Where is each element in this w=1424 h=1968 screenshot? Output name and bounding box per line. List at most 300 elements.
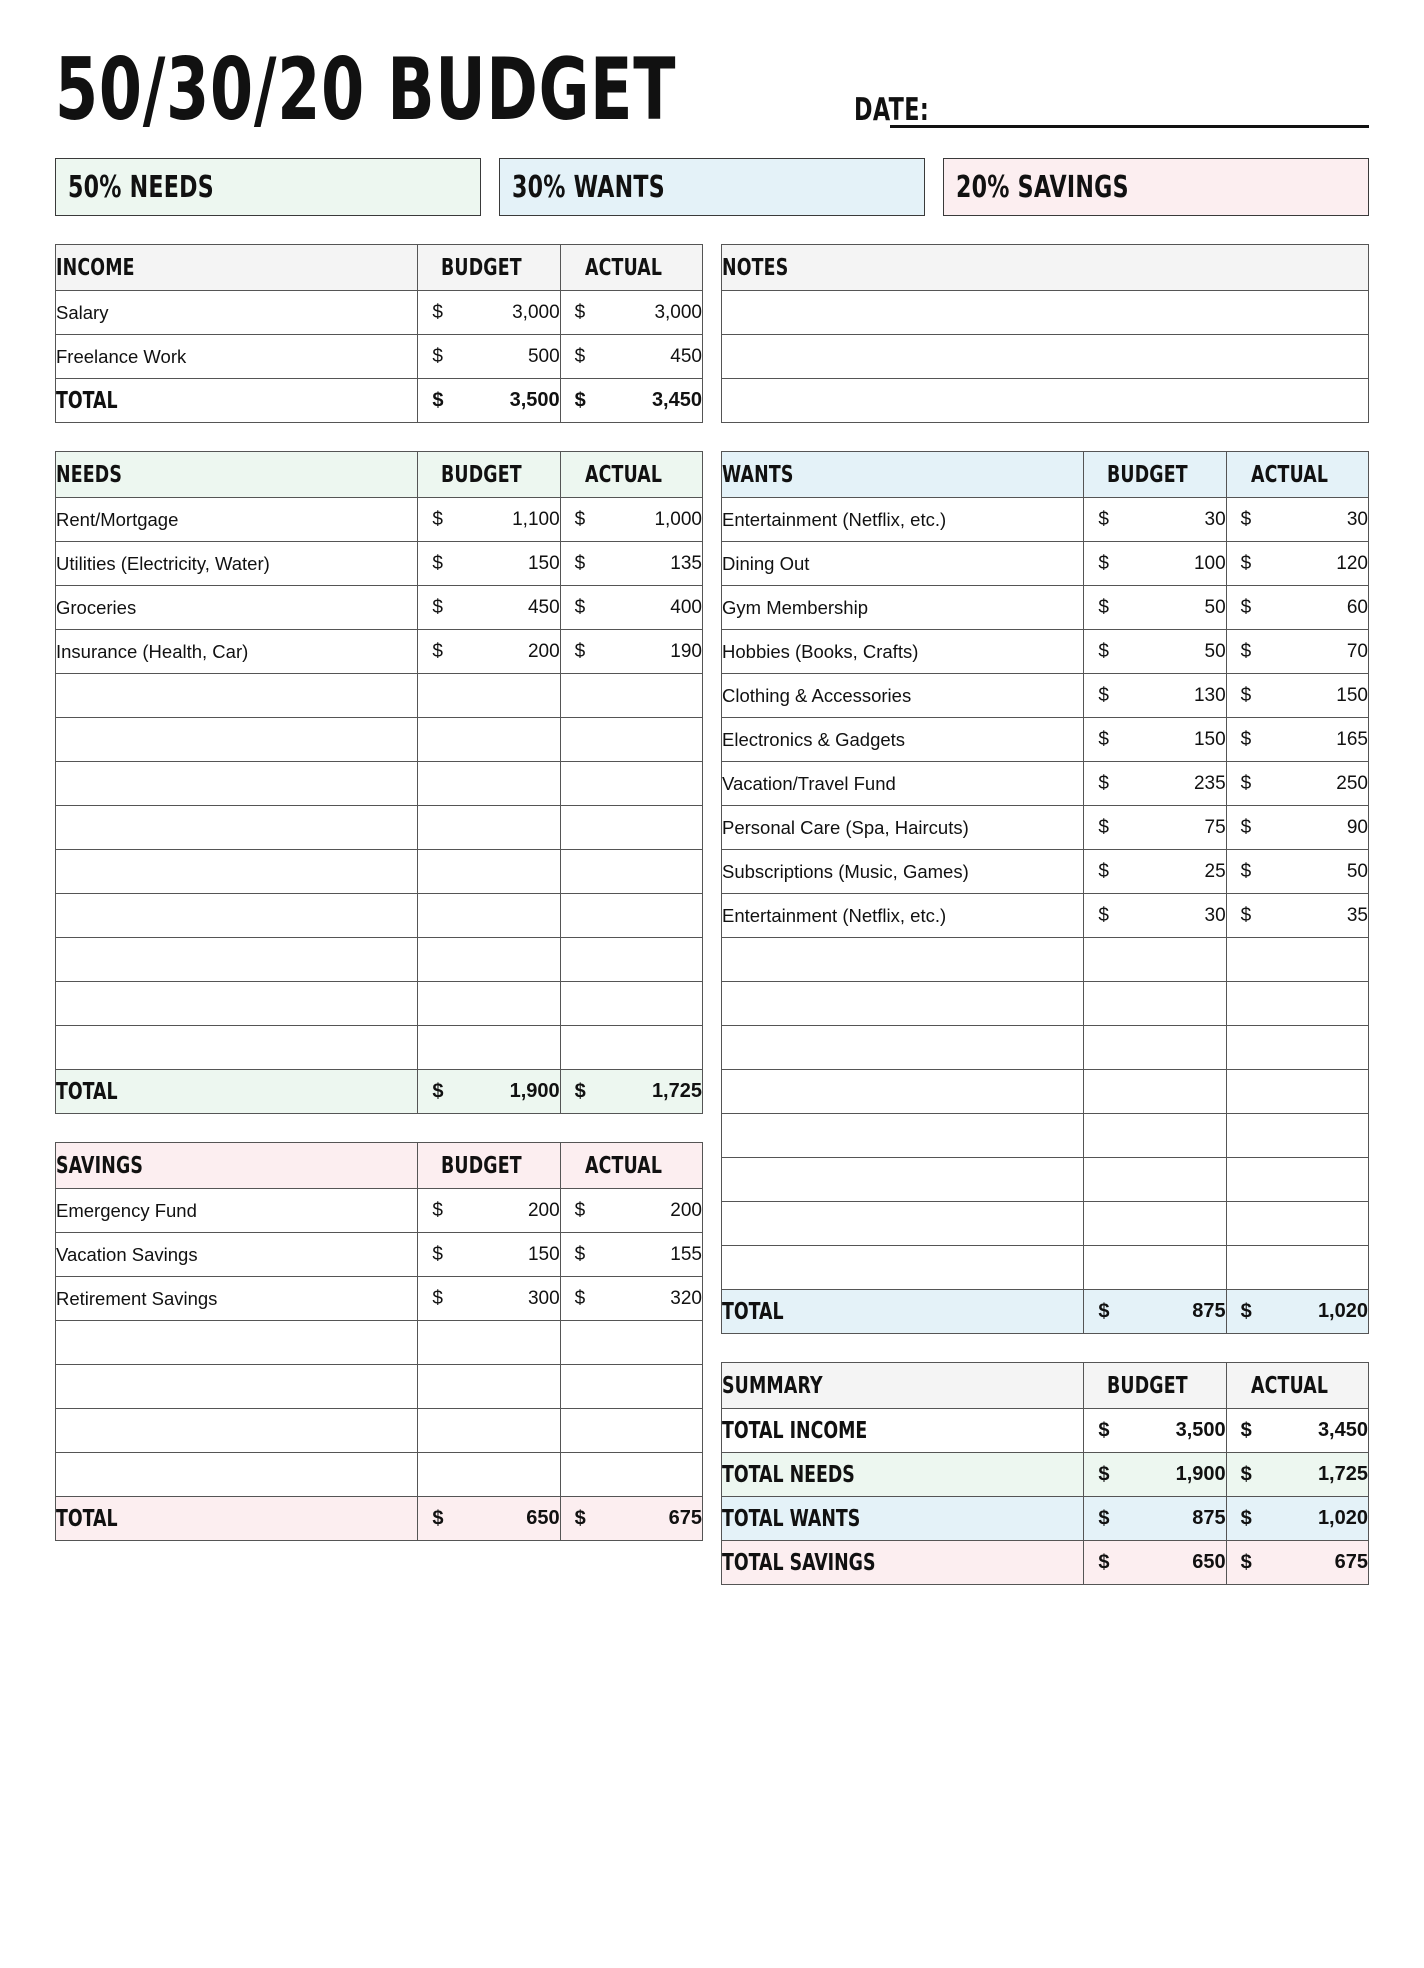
amount-cell[interactable] xyxy=(418,1453,560,1497)
item-label[interactable] xyxy=(722,1246,1084,1290)
notes-table-header xyxy=(722,245,1369,291)
amount-cell[interactable] xyxy=(560,335,702,379)
item-label[interactable] xyxy=(56,1365,418,1409)
table-row[interactable] xyxy=(56,1453,703,1497)
amount-cell[interactable] xyxy=(1226,1246,1368,1290)
currency-symbol: $ xyxy=(432,389,444,411)
table-row[interactable] xyxy=(56,586,703,630)
amount-cell[interactable] xyxy=(560,982,702,1026)
notes-row[interactable] xyxy=(722,379,1369,423)
currency-symbol: $ xyxy=(574,552,586,574)
table-row[interactable] xyxy=(56,1409,703,1453)
amount-cell[interactable] xyxy=(418,1233,560,1277)
amount-value: 50 xyxy=(1346,860,1368,882)
amount-cell[interactable] xyxy=(560,894,702,938)
summary-row-label: TOTAL INCOME xyxy=(722,1409,1084,1453)
table-row[interactable] xyxy=(722,674,1369,718)
amount-cell[interactable] xyxy=(418,982,560,1026)
total-amount-cell[interactable] xyxy=(1226,1453,1368,1497)
currency-symbol: $ xyxy=(574,1287,586,1309)
table-row[interactable] xyxy=(722,542,1369,586)
needs-actual-header: ACTUAL xyxy=(560,452,702,498)
table-row[interactable] xyxy=(722,1026,1369,1070)
currency-symbol: $ xyxy=(574,301,586,323)
amount-value: 90 xyxy=(1346,816,1368,838)
table-row[interactable] xyxy=(722,806,1369,850)
amount-value: 1,900 xyxy=(1175,1463,1226,1485)
table-row[interactable] xyxy=(722,1202,1369,1246)
date-label: DATE: xyxy=(853,92,929,128)
table-row[interactable] xyxy=(722,718,1369,762)
amount-cell[interactable] xyxy=(1226,850,1368,894)
date-field[interactable] xyxy=(854,92,1369,132)
currency-symbol: $ xyxy=(1240,640,1252,662)
amount-cell[interactable] xyxy=(560,1365,702,1409)
notes-input[interactable] xyxy=(722,335,1369,379)
category-box-needs xyxy=(55,158,481,216)
category-label-wants: 30% WANTS xyxy=(512,169,665,205)
table-row[interactable] xyxy=(56,718,703,762)
amount-value: 400 xyxy=(670,596,702,618)
item-label[interactable] xyxy=(56,1026,418,1070)
amount-cell[interactable] xyxy=(1084,806,1226,850)
summary-row xyxy=(722,1409,1369,1453)
currency-symbol: $ xyxy=(574,640,586,662)
item-label[interactable]: Entertainment (Netflix, etc.) xyxy=(722,894,1084,938)
amount-cell[interactable] xyxy=(1226,762,1368,806)
currency-symbol: $ xyxy=(1240,904,1252,926)
amount-cell[interactable] xyxy=(1226,1158,1368,1202)
amount-cell[interactable] xyxy=(418,1277,560,1321)
currency-symbol: $ xyxy=(432,1199,443,1221)
amount-value: 875 xyxy=(1192,1507,1226,1529)
amount-cell[interactable] xyxy=(1084,674,1226,718)
item-label[interactable] xyxy=(56,1321,418,1365)
amount-cell[interactable] xyxy=(1084,630,1226,674)
amount-value: 875 xyxy=(1192,1300,1226,1322)
amount-value: 1,900 xyxy=(509,1080,560,1102)
category-box-wants xyxy=(499,158,925,216)
currency-symbol: $ xyxy=(574,1507,586,1529)
income-actual-header: ACTUAL xyxy=(560,245,702,291)
item-label[interactable] xyxy=(56,850,418,894)
table-row[interactable] xyxy=(722,1246,1369,1290)
amount-cell[interactable] xyxy=(1084,1026,1226,1070)
amount-value: 675 xyxy=(1334,1551,1368,1573)
amount-cell[interactable] xyxy=(1226,586,1368,630)
item-label[interactable] xyxy=(722,982,1084,1026)
currency-symbol: $ xyxy=(1098,772,1109,794)
table-row[interactable] xyxy=(56,1026,703,1070)
item-label[interactable]: Clothing & Accessories xyxy=(722,674,1084,718)
income-table xyxy=(55,244,703,423)
table-row[interactable] xyxy=(56,938,703,982)
currency-symbol: $ xyxy=(1240,728,1252,750)
needs-table xyxy=(55,451,703,1114)
amount-value: 75 xyxy=(1204,816,1226,838)
total-amount-cell[interactable] xyxy=(1084,1497,1226,1541)
summary-row-label: TOTAL SAVINGS xyxy=(722,1541,1084,1585)
amount-cell[interactable] xyxy=(418,806,560,850)
amount-value: 235 xyxy=(1193,772,1226,794)
item-label[interactable]: Retirement Savings xyxy=(56,1277,418,1321)
income-budget-header: BUDGET xyxy=(418,245,560,291)
income-rows xyxy=(56,291,703,379)
currency-symbol: $ xyxy=(1098,904,1109,926)
amount-value: 30 xyxy=(1346,508,1368,530)
date-input-line[interactable] xyxy=(890,94,1369,128)
total-amount-cell[interactable] xyxy=(1084,1453,1226,1497)
amount-cell[interactable] xyxy=(1084,498,1226,542)
amount-cell[interactable] xyxy=(418,630,560,674)
amount-cell[interactable] xyxy=(1226,1070,1368,1114)
amount-value: 130 xyxy=(1193,684,1226,706)
total-label: TOTAL xyxy=(56,1497,418,1541)
currency-symbol: $ xyxy=(1240,1507,1252,1529)
amount-value: 200 xyxy=(527,1199,560,1221)
amount-value: 450 xyxy=(527,596,560,618)
amount-cell[interactable] xyxy=(418,498,560,542)
amount-cell[interactable] xyxy=(418,1321,560,1365)
amount-value: 650 xyxy=(1192,1551,1226,1573)
amount-cell[interactable] xyxy=(560,1233,702,1277)
table-row[interactable] xyxy=(722,498,1369,542)
amount-cell[interactable] xyxy=(1084,982,1226,1026)
amount-cell[interactable] xyxy=(560,938,702,982)
item-label[interactable]: Insurance (Health, Car) xyxy=(56,630,418,674)
amount-cell[interactable] xyxy=(418,850,560,894)
total-amount-cell[interactable] xyxy=(418,379,560,423)
amount-cell[interactable] xyxy=(560,291,702,335)
item-label[interactable]: Emergency Fund xyxy=(56,1189,418,1233)
amount-cell[interactable] xyxy=(1084,938,1226,982)
currency-symbol: $ xyxy=(1098,552,1109,574)
item-label[interactable] xyxy=(722,1114,1084,1158)
amount-cell[interactable] xyxy=(560,1409,702,1453)
table-row[interactable] xyxy=(722,938,1369,982)
amount-cell[interactable] xyxy=(1084,1114,1226,1158)
currency-symbol: $ xyxy=(432,1243,443,1265)
amount-cell[interactable] xyxy=(1226,982,1368,1026)
amount-value: 50 xyxy=(1204,640,1226,662)
amount-value: 50 xyxy=(1204,596,1226,618)
total-amount-cell[interactable] xyxy=(1226,1290,1368,1334)
table-row[interactable] xyxy=(722,762,1369,806)
total-amount-cell[interactable] xyxy=(1226,1541,1368,1585)
amount-value: 35 xyxy=(1346,904,1368,926)
currency-symbol: $ xyxy=(432,1507,444,1529)
total-amount-cell[interactable] xyxy=(560,379,702,423)
table-row[interactable] xyxy=(56,1189,703,1233)
item-label[interactable]: Gym Membership xyxy=(722,586,1084,630)
amount-value: 25 xyxy=(1204,860,1226,882)
amount-cell[interactable] xyxy=(1226,1114,1368,1158)
table-row[interactable] xyxy=(56,498,703,542)
amount-value: 150 xyxy=(527,552,560,574)
currency-symbol: $ xyxy=(432,552,443,574)
item-label[interactable] xyxy=(56,674,418,718)
amount-cell[interactable] xyxy=(418,291,560,335)
table-row[interactable] xyxy=(722,982,1369,1026)
amount-cell[interactable] xyxy=(560,1026,702,1070)
savings-table-header xyxy=(56,1143,703,1189)
amount-cell[interactable] xyxy=(1084,718,1226,762)
notes-row[interactable] xyxy=(722,291,1369,335)
amount-cell[interactable] xyxy=(560,674,702,718)
table-row[interactable] xyxy=(722,1158,1369,1202)
amount-cell[interactable] xyxy=(418,335,560,379)
amount-cell[interactable] xyxy=(560,718,702,762)
item-label[interactable] xyxy=(56,762,418,806)
amount-cell[interactable] xyxy=(1226,1026,1368,1070)
amount-cell[interactable] xyxy=(1226,718,1368,762)
amount-cell[interactable] xyxy=(1084,1202,1226,1246)
item-label[interactable]: Vacation Savings xyxy=(56,1233,418,1277)
notes-row[interactable] xyxy=(722,335,1369,379)
needs-budget-header: BUDGET xyxy=(418,452,560,498)
currency-symbol: $ xyxy=(1240,772,1252,794)
table-row[interactable] xyxy=(56,674,703,718)
savings-rows xyxy=(56,1189,703,1497)
currency-symbol: $ xyxy=(1098,684,1109,706)
amount-cell[interactable] xyxy=(560,1189,702,1233)
wants-table xyxy=(721,451,1369,1334)
total-label: TOTAL xyxy=(56,1070,418,1114)
item-label[interactable]: Vacation/Travel Fund xyxy=(722,762,1084,806)
notes-input[interactable] xyxy=(722,379,1369,423)
amount-cell[interactable] xyxy=(1226,542,1368,586)
table-row[interactable] xyxy=(56,806,703,850)
amount-cell[interactable] xyxy=(560,850,702,894)
table-row[interactable] xyxy=(56,1321,703,1365)
currency-symbol: $ xyxy=(1240,596,1252,618)
amount-cell[interactable] xyxy=(418,1026,560,1070)
table-row[interactable] xyxy=(722,1070,1369,1114)
amount-cell[interactable] xyxy=(560,498,702,542)
amount-value: 500 xyxy=(527,345,560,367)
amount-value: 100 xyxy=(1193,552,1226,574)
amount-cell[interactable] xyxy=(560,630,702,674)
amount-cell[interactable] xyxy=(1084,1246,1226,1290)
income-total xyxy=(56,379,703,423)
currency-symbol: $ xyxy=(432,345,443,367)
item-label[interactable] xyxy=(722,938,1084,982)
amount-cell[interactable] xyxy=(1084,542,1226,586)
needs-title: NEEDS xyxy=(56,452,418,498)
item-label[interactable] xyxy=(56,1453,418,1497)
wants-total xyxy=(722,1290,1369,1334)
total-amount-cell[interactable] xyxy=(418,1070,560,1114)
total-amount-cell[interactable] xyxy=(560,1497,702,1541)
item-label[interactable]: Electronics & Gadgets xyxy=(722,718,1084,762)
summary-table xyxy=(721,1362,1369,1585)
item-label[interactable] xyxy=(722,1158,1084,1202)
total-amount-cell[interactable] xyxy=(1084,1541,1226,1585)
amount-value: 3,500 xyxy=(1175,1419,1226,1441)
item-label[interactable]: Dining Out xyxy=(722,542,1084,586)
amount-cell[interactable] xyxy=(1084,850,1226,894)
currency-symbol: $ xyxy=(1240,860,1252,882)
amount-cell[interactable] xyxy=(418,938,560,982)
table-row[interactable] xyxy=(56,335,703,379)
amount-value: 30 xyxy=(1204,508,1226,530)
amount-value: 200 xyxy=(670,1199,702,1221)
item-label[interactable] xyxy=(722,1070,1084,1114)
total-amount-cell[interactable] xyxy=(1084,1409,1226,1453)
table-row[interactable] xyxy=(722,1114,1369,1158)
summary-row xyxy=(722,1497,1369,1541)
amount-value: 3,500 xyxy=(509,389,560,411)
amount-value: 190 xyxy=(670,640,702,662)
item-label[interactable]: Freelance Work xyxy=(56,335,418,379)
notes-input[interactable] xyxy=(722,291,1369,335)
total-amount-cell[interactable] xyxy=(560,1070,702,1114)
needs-rows xyxy=(56,498,703,1070)
savings-actual-header: ACTUAL xyxy=(560,1143,702,1189)
wants-budget-header: BUDGET xyxy=(1084,452,1226,498)
currency-symbol: $ xyxy=(574,1243,586,1265)
item-label[interactable]: Utilities (Electricity, Water) xyxy=(56,542,418,586)
total-row xyxy=(56,379,703,423)
amount-cell[interactable] xyxy=(1226,894,1368,938)
amount-cell[interactable] xyxy=(560,762,702,806)
summary-table-header xyxy=(722,1363,1369,1409)
item-label[interactable]: Subscriptions (Music, Games) xyxy=(722,850,1084,894)
summary-row-label: TOTAL NEEDS xyxy=(722,1453,1084,1497)
savings-total xyxy=(56,1497,703,1541)
amount-value: 1,000 xyxy=(654,508,702,530)
table-row[interactable] xyxy=(722,850,1369,894)
item-label[interactable] xyxy=(722,1202,1084,1246)
amount-cell[interactable] xyxy=(1226,806,1368,850)
category-box-savings xyxy=(943,158,1369,216)
currency-symbol: $ xyxy=(574,1199,586,1221)
currency-symbol: $ xyxy=(1098,1463,1110,1485)
amount-value: 1,100 xyxy=(512,508,560,530)
amount-value: 3,450 xyxy=(1317,1419,1368,1441)
amount-cell[interactable] xyxy=(1084,1070,1226,1114)
amount-cell[interactable] xyxy=(1226,498,1368,542)
total-amount-cell[interactable] xyxy=(1226,1497,1368,1541)
table-row[interactable] xyxy=(722,630,1369,674)
amount-cell[interactable] xyxy=(1226,1202,1368,1246)
amount-cell[interactable] xyxy=(1084,1158,1226,1202)
amount-cell[interactable] xyxy=(418,586,560,630)
amount-cell[interactable] xyxy=(560,806,702,850)
amount-value: 250 xyxy=(1336,772,1368,794)
amount-value: 150 xyxy=(527,1243,560,1265)
amount-cell[interactable] xyxy=(1226,938,1368,982)
needs-total xyxy=(56,1070,703,1114)
amount-value: 3,000 xyxy=(512,301,560,323)
amount-value: 200 xyxy=(527,640,560,662)
item-label[interactable]: Rent/Mortgage xyxy=(56,498,418,542)
total-row xyxy=(56,1070,703,1114)
amount-cell[interactable] xyxy=(560,1277,702,1321)
amount-cell[interactable] xyxy=(418,894,560,938)
table-row[interactable] xyxy=(56,1277,703,1321)
amount-cell[interactable] xyxy=(418,1409,560,1453)
amount-cell[interactable] xyxy=(560,586,702,630)
item-label[interactable] xyxy=(56,1409,418,1453)
summary-budget-header: BUDGET xyxy=(1084,1363,1226,1409)
amount-value: 30 xyxy=(1204,904,1226,926)
table-row[interactable] xyxy=(56,982,703,1026)
amount-cell[interactable] xyxy=(560,542,702,586)
amount-cell[interactable] xyxy=(560,1321,702,1365)
income-title: INCOME xyxy=(56,245,418,291)
left-column xyxy=(55,244,703,1569)
amount-cell[interactable] xyxy=(1084,586,1226,630)
item-label[interactable] xyxy=(56,982,418,1026)
amount-cell[interactable] xyxy=(418,674,560,718)
item-label[interactable]: Groceries xyxy=(56,586,418,630)
amount-cell[interactable] xyxy=(1226,674,1368,718)
table-row[interactable] xyxy=(56,291,703,335)
item-label[interactable]: Salary xyxy=(56,291,418,335)
table-row[interactable] xyxy=(722,894,1369,938)
amount-cell[interactable] xyxy=(1226,630,1368,674)
item-label[interactable]: Personal Care (Spa, Haircuts) xyxy=(722,806,1084,850)
table-row[interactable] xyxy=(56,1365,703,1409)
wants-table-header xyxy=(722,452,1369,498)
amount-cell[interactable] xyxy=(418,718,560,762)
item-label[interactable]: Entertainment (Netflix, etc.) xyxy=(722,498,1084,542)
amount-cell[interactable] xyxy=(418,542,560,586)
currency-symbol: $ xyxy=(432,596,443,618)
currency-symbol: $ xyxy=(1098,1300,1110,1322)
item-label[interactable]: Hobbies (Books, Crafts) xyxy=(722,630,1084,674)
summary-row-label: TOTAL WANTS xyxy=(722,1497,1084,1541)
amount-value: 150 xyxy=(1193,728,1226,750)
amount-cell[interactable] xyxy=(560,1453,702,1497)
amount-cell[interactable] xyxy=(418,1365,560,1409)
summary-rows xyxy=(722,1409,1369,1585)
item-label[interactable] xyxy=(56,894,418,938)
currency-symbol: $ xyxy=(574,1080,586,1102)
amount-value: 1,020 xyxy=(1317,1507,1368,1529)
total-amount-cell[interactable] xyxy=(418,1497,560,1541)
currency-symbol: $ xyxy=(1240,816,1252,838)
total-label: TOTAL xyxy=(722,1290,1084,1334)
savings-table xyxy=(55,1142,703,1541)
table-row[interactable] xyxy=(56,850,703,894)
amount-cell[interactable] xyxy=(1084,894,1226,938)
item-label[interactable] xyxy=(56,938,418,982)
amount-cell[interactable] xyxy=(1084,762,1226,806)
table-row[interactable] xyxy=(56,1233,703,1277)
table-row[interactable] xyxy=(722,586,1369,630)
item-label[interactable] xyxy=(56,806,418,850)
currency-symbol: $ xyxy=(1098,596,1109,618)
table-row[interactable] xyxy=(56,762,703,806)
amount-value: 650 xyxy=(526,1507,560,1529)
amount-value: 675 xyxy=(668,1507,702,1529)
total-amount-cell[interactable] xyxy=(1226,1409,1368,1453)
amount-cell[interactable] xyxy=(418,762,560,806)
currency-symbol: $ xyxy=(574,508,586,530)
amount-value: 3,450 xyxy=(651,389,702,411)
table-row[interactable] xyxy=(56,894,703,938)
item-label[interactable] xyxy=(56,718,418,762)
table-row[interactable] xyxy=(56,542,703,586)
currency-symbol: $ xyxy=(574,596,586,618)
total-amount-cell[interactable] xyxy=(1084,1290,1226,1334)
table-row[interactable] xyxy=(56,630,703,674)
right-column xyxy=(721,244,1369,1613)
amount-cell[interactable] xyxy=(418,1189,560,1233)
item-label[interactable] xyxy=(722,1026,1084,1070)
